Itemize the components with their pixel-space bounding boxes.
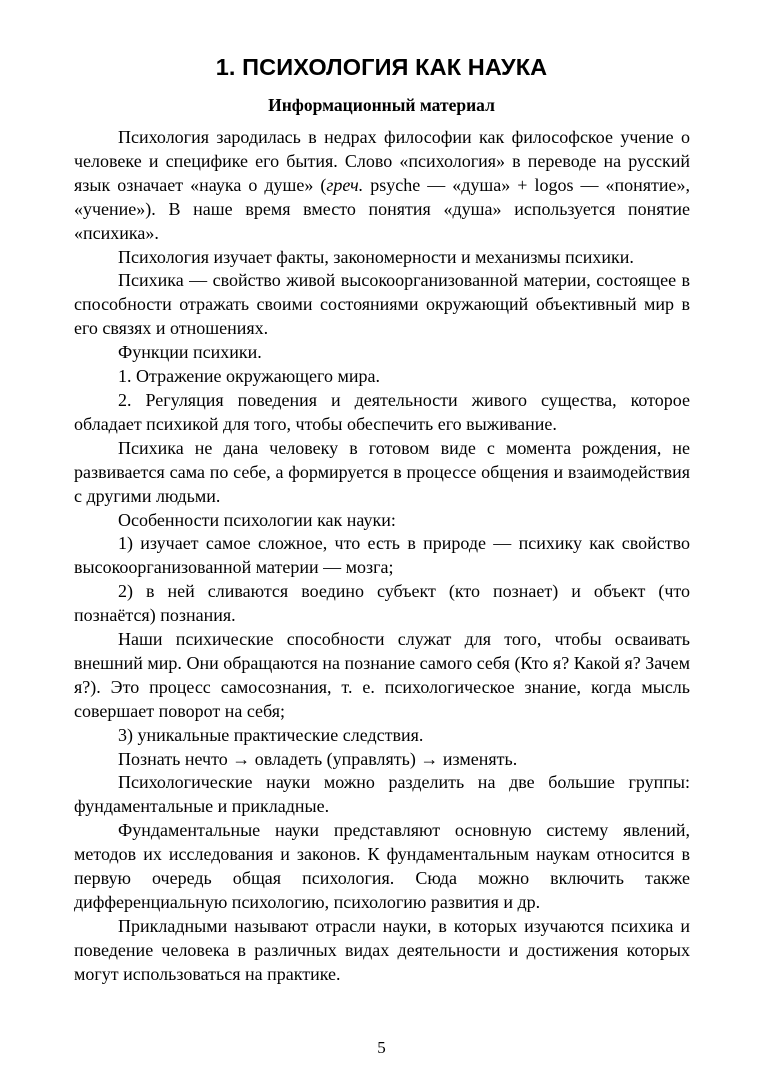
paragraph: Наши психические способности служат для того, чтобы осваивать внешний мир. Они обращаются на познание самого себя (Кто я? Какой я? Зачем я?). Это процесс самосознания, т. е. психологическое знание, когда мысль совершает поворот на себя;: [74, 629, 690, 721]
paragraph: Психологические науки можно разделить на две большие группы: фундаментальные и прикладные.: [74, 772, 690, 817]
paragraph: Познать нечто → овладеть (управлять) → изменять.: [118, 748, 518, 769]
paragraph: Прикладными называют отрасли науки, в которых изучаются психика и поведение человека в различных видах деятельности и достижения которых могут использоваться на практике.: [74, 915, 690, 984]
paragraph: Психика не дана человеку в готовом виде с момента рождения, не развивается сама по себе, а формируется в процессе общения и взаимодействия с другими людьми.: [74, 437, 690, 506]
list-item: 2) в ней сливаются воедино субъект (кто познает) и объект (что познаётся) познания.: [74, 581, 690, 626]
paragraph: Фундаментальные науки представляют основную систему явлений, методов их исследования и законов. К фундаментальным наукам относится в первую очередь общая психология. Сюда можно включить также дифференциальную психологию, психологию развития и др.: [74, 820, 690, 912]
list-item: 1. Отражение окружающего мира.: [118, 366, 380, 387]
intro-text-end: psyche — «душа» + logos — «понятие», «учение»). В наше время вместо понятия «душа» используется понятие «психика».: [74, 174, 691, 243]
intro-text-start: Психология зародилась в недрах философии как философское учение о человеке и специфике его бытия. Слово «психология» в переводе на русский язык означает «наука о душе» (: [74, 127, 690, 195]
list-item: 3) уникальные практические следствия.: [118, 724, 424, 745]
abbreviation-greek: греч.: [326, 174, 364, 195]
chapter-title: 1. ПСИХОЛОГИЯ КАК НАУКА: [215, 54, 548, 80]
list-item: 1) изучает самое сложное, что есть в природе — психику как свойство высокоорганизованной материи — мозга;: [74, 533, 690, 578]
list-item: 2. Регуляция поведения и деятельности живого существа, которое обладает психикой для того, чтобы обеспечить его выживание.: [74, 389, 690, 434]
body-text: [74, 126, 690, 987]
paragraph: Особенности психологии как науки:: [118, 509, 396, 530]
paragraph: Психология изучает факты, закономерности и механизмы психики.: [118, 246, 634, 267]
intro-paragraph: [74, 126, 690, 246]
page-number: 5: [377, 1038, 386, 1057]
paragraph: Функции психики.: [118, 342, 262, 363]
paragraph: Психика — свойство живой высокоорганизованной материи, состоящее в способности отражать своими состояниями окружающий объективный мир в его связях и отношениях.: [74, 270, 690, 339]
section-heading: Информационный материал: [268, 95, 495, 115]
